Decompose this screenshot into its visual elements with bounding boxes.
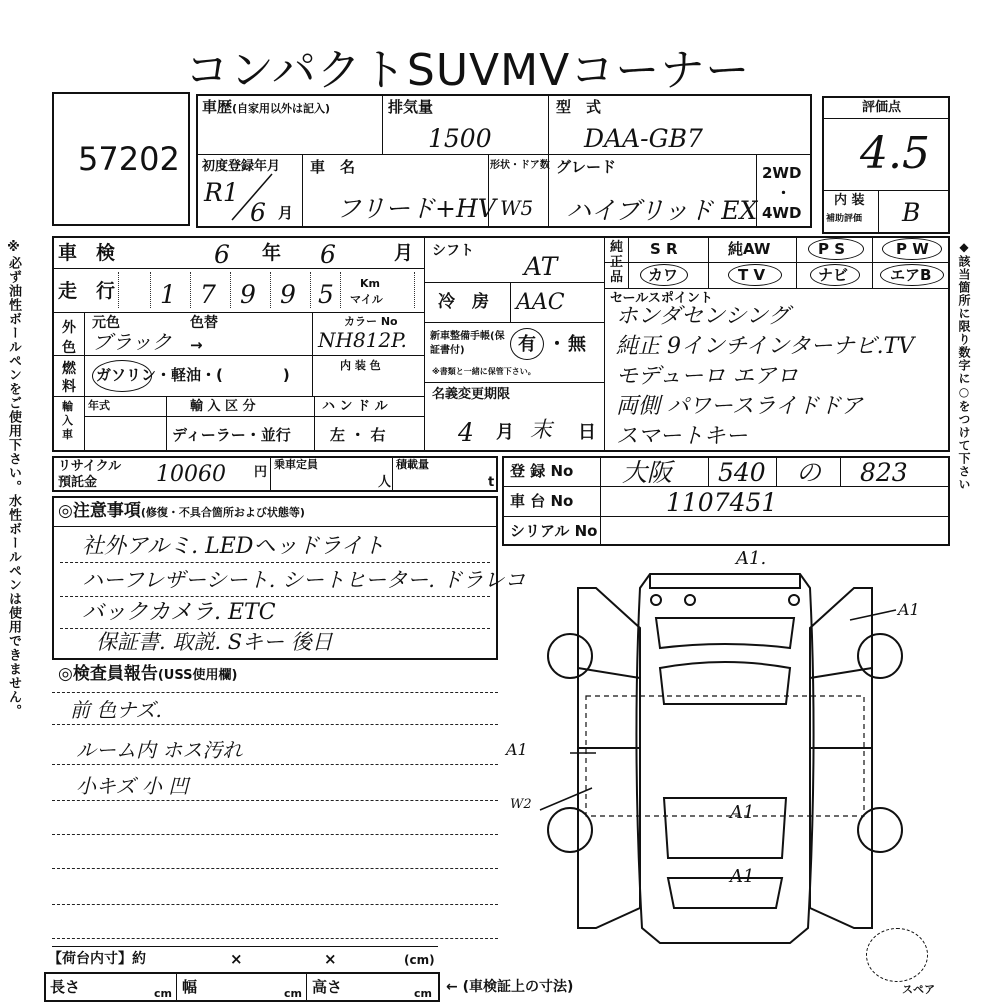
aircon-value: AAC (516, 290, 565, 315)
maintenance-dot: ・ (548, 334, 566, 355)
genuine-airbag: エアB (890, 266, 932, 284)
diagram-mark-w2: W2 (510, 797, 532, 812)
genuine-ps-circle (808, 238, 864, 260)
shaken-month: 6 (320, 240, 336, 269)
model-value: DAA-GB7 (584, 124, 703, 153)
maintenance-no: 無 (568, 334, 586, 355)
aircon-label: 冷 房 (438, 292, 489, 312)
registration-region: 大阪 (622, 458, 673, 487)
car-name-value: フリード+HV (336, 194, 496, 223)
rating-value: 4.5 (860, 128, 930, 179)
sales-point-1: ホンダセンシング (616, 304, 790, 329)
cargo-width-unit: cm (284, 987, 302, 1000)
notes-label: ◎注意事項(修復・不具合箇所および状態等) (58, 501, 305, 521)
mileage-digit-5: 5 (318, 280, 334, 309)
import-category-label: 輸 入 区 分 (190, 399, 256, 414)
note-line-3: バックカメラ. ETC (82, 600, 276, 625)
color-code-label: カラー No (344, 315, 398, 328)
mileage-digit-3: 9 (240, 280, 256, 309)
interior-rating-value: B (902, 198, 921, 227)
diagram-mark-roof: A1 (730, 802, 755, 823)
registration-label: 登 録 No (510, 462, 574, 480)
genuine-navi-circle (810, 264, 860, 286)
grade-label: グレード (556, 158, 617, 176)
recycle-label: リサイクル (58, 459, 122, 474)
shaken-label: 車 検 (58, 242, 116, 264)
orig-color-value: ブラック (92, 330, 172, 354)
genuine-navi: ナビ (818, 266, 849, 284)
mileage-unit-km: Km (360, 277, 380, 290)
mileage-digit-1: 1 (160, 280, 176, 309)
exterior-color-side-label: 外色 (62, 320, 76, 356)
chassis-value: 1107451 (666, 488, 778, 517)
cargo-height: 高さ (312, 978, 343, 996)
genuine-pw-circle (882, 238, 942, 260)
cargo-x1: × (230, 950, 243, 968)
mileage-digit-4: 9 (280, 280, 296, 309)
handle-label: ハ ン ド ル (322, 399, 388, 414)
load-label: 積載量 (396, 458, 429, 471)
cargo-x2: × (324, 950, 337, 968)
color-change-label: 色替 (190, 315, 218, 331)
note-line-2: ハーフレザーシート. シートヒーター. ドラレコ (82, 568, 526, 592)
interior-rating-label: 内 装 (834, 193, 865, 208)
genuine-sr: S R (650, 240, 678, 258)
mileage-label: 走 行 (58, 280, 116, 302)
shift-value: AT (524, 252, 558, 281)
history-label: 車歴(自家用以外は記入) (202, 98, 331, 116)
cargo-length: 長さ (50, 978, 81, 996)
right-side-note: ◆該当箇所に限り数字に○をつけて下さい (957, 240, 971, 491)
capacity-unit: 人 (378, 475, 392, 490)
shaken-month-unit: 月 (394, 242, 414, 264)
note-line-4: 保証書. 取説. Sキー 後日 (96, 630, 333, 654)
load-unit: t (488, 475, 495, 490)
drive-2wd: 2WD (762, 164, 802, 182)
maintenance-yes: 有 (518, 334, 536, 355)
serial-label: シリアル No (510, 522, 598, 540)
name-change-month-unit: 月 (496, 422, 514, 443)
shift-label: シフト (432, 243, 474, 259)
registration-kana: の (796, 458, 822, 487)
fuel-gasoline-circle (92, 360, 152, 392)
handle-value: 左 ・ 右 (330, 426, 386, 444)
inspector-line-1: 前 色ナズ. (70, 698, 162, 722)
genuine-airbag-circle (880, 264, 944, 286)
maintenance-label: 新車整備手帳(保証書付) (430, 331, 505, 356)
recycle-sublabel: 預託金 (58, 475, 98, 490)
chassis-label: 車 台 No (510, 492, 574, 510)
cargo-note: ← (車検証上の寸法) (446, 979, 574, 995)
genuine-pw: P W (896, 240, 929, 258)
color-change-value: → (190, 336, 203, 354)
shape-doors-label: 形状・ドア数 (490, 160, 550, 171)
sales-points-label: セールスポイント (610, 291, 713, 306)
grade-value: ハイブリッド EX (566, 196, 758, 225)
name-change-day: 末 (530, 418, 553, 443)
mileage-digit-2: 7 (200, 280, 216, 309)
drive-dot: ・ (776, 184, 792, 202)
diagram-mark-rear: A1 (730, 866, 755, 887)
name-change-day-unit: 日 (578, 422, 596, 443)
diagram-mark-front: A1. (736, 548, 767, 569)
cargo-length-unit: cm (154, 987, 172, 1000)
fuel-value: ガソリン・軽油・( ) (96, 366, 290, 384)
interior-color-label: 内 装 色 (340, 359, 381, 372)
genuine-ps: P S (818, 240, 846, 258)
name-change-label: 名義変更期限 (432, 387, 511, 402)
genuine-leather: カワ (648, 266, 679, 284)
rating-label: 評価点 (862, 100, 902, 115)
shape-doors-value: W5 (500, 196, 534, 220)
first-registration-label: 初度登録年月 (202, 159, 281, 174)
registration-class: 540 (718, 458, 766, 487)
car-name-label: 車 名 (310, 158, 356, 176)
lot-number: 57202 (78, 140, 180, 178)
inspector-line-3: 小キズ 小 凹 (76, 774, 189, 798)
registration-number: 823 (860, 458, 908, 487)
sales-point-4: 両側 パワースライドドア (616, 394, 863, 419)
inspector-line-2: ルーム内 ホス汚れ (76, 738, 243, 762)
cargo-label: 【荷台内寸】約 (48, 951, 146, 967)
diagram-mark-left: A1 (506, 740, 528, 759)
interior-rating-sublabel: 補助評価 (826, 214, 863, 224)
capacity-label: 乗車定員 (274, 458, 318, 471)
spare-label: スペア (902, 983, 935, 996)
genuine-leather-circle (640, 264, 688, 286)
diagram-mark-right: A1 (898, 600, 920, 619)
genuine-aw: 純AW (728, 240, 771, 258)
sales-point-5: スマートキー (616, 424, 748, 449)
model-label: 型 式 (556, 98, 602, 116)
sales-point-2: 純正 9インチインターナビ.TV (616, 334, 915, 359)
import-side-label: 輸入車 (62, 400, 73, 441)
name-change-month: 4 (458, 418, 474, 447)
first-registration-era: R1 (204, 178, 239, 207)
cargo-height-unit: cm (414, 987, 432, 1000)
displacement-value: 1500 (428, 124, 492, 153)
import-year-label: 年式 (88, 399, 110, 412)
orig-color-label: 元色 (92, 315, 120, 331)
displacement-label: 排気量 (388, 98, 434, 116)
left-side-note: ※必ず油性ボールペンをご使用下さい。水性ボールペンは使用できません。 (6, 240, 21, 718)
import-category-value: ディーラー・並行 (172, 426, 291, 444)
spare-tire-circle (866, 928, 928, 982)
page-title: コンパクトSUVMVコーナー (185, 45, 751, 96)
recycle-value: 10060 (156, 462, 226, 487)
cargo-width: 幅 (182, 978, 198, 996)
first-registration-month-unit: 月 (278, 204, 294, 222)
shaken-year-unit: 年 (262, 242, 282, 264)
cargo-unit: (cm) (404, 953, 435, 967)
genuine-label: 純正品 (610, 240, 624, 285)
note-line-1: 社外アルミ. LEDヘッドライト (82, 534, 385, 559)
car-damage-diagram (500, 548, 960, 958)
maintenance-note: ※書類と一緒に保管下さい。 (432, 367, 536, 376)
color-code-value: NH812P. (318, 328, 407, 352)
shaken-year: 6 (214, 240, 230, 269)
mileage-unit-mile: マイル (350, 293, 383, 306)
first-registration-month: 6 (250, 198, 266, 227)
drive-4wd: 4WD (762, 204, 802, 222)
inspector-label: ◎検査員報告(USS使用欄) (58, 664, 238, 684)
cargo-dimension-box (44, 972, 440, 1002)
fuel-side-label: 燃料 (62, 361, 76, 395)
genuine-tv-circle (728, 264, 782, 286)
sales-point-3: モデューロ エアロ (616, 364, 799, 389)
genuine-tv: T V (738, 266, 766, 284)
registration-slash (226, 172, 276, 227)
recycle-unit: 円 (254, 465, 268, 480)
